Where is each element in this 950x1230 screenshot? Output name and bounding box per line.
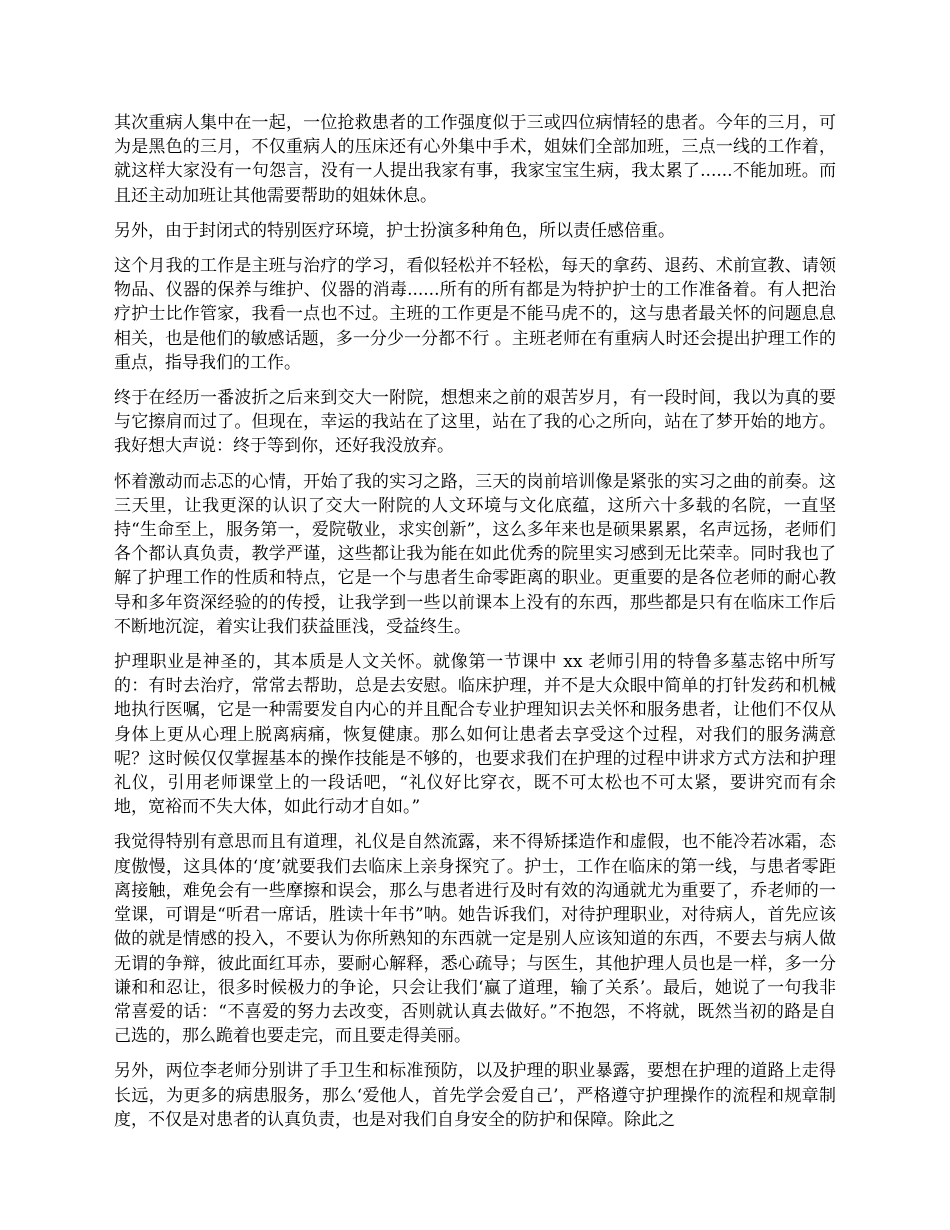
paragraph-2: 另外，由于封闭式的特别医疗环境，护士扮演多种角色，所以责任感倍重。 — [114, 220, 675, 241]
paragraph-1: 其次重病人集中在一起，一位抢救患者的工作强度似于三或四位病情轻的患者。今年的三月，可为是黑色的三月，不仅重病人的压床还有心外集中手术，姐妹们全部加班，三点一线的工作着，就这样大家没有一句怨言，没有一人提出我家有事，我家宝宝生病，我太累了......不能加班。而且还主动加班让其他需要帮助的姐妹休息。 — [114, 113, 836, 206]
paragraph-8: 另外，两位李老师分别讲了手卫生和标准预防，以及护理的职业暴露，要想在护理的道路上走得长远，为更多的病患服务，那么‘爱他人，首先学会爱自己’，严格遵守护理操作的流程和规章制度，不仅是对患者的认真负责，也是对我们自身安全的防护和保障。除此之 — [114, 1061, 836, 1130]
paragraph-6: 护理职业是神圣的，其本质是人文关怀。就像第一节课中 xx 老师引用的特鲁多墓志铭中所写的：有时去治疗，常常去帮助，总是去安慰。临床护理，并不是大众眼中简单的打针发药和机械地执行医嘱，它是一种需要发自内心的并且配合专业护理知识去关怀和服务患者，让他们不仅从身体上更从心理上脱离病痛，恢复健康。那么如何让患者去享受这个过程，对我们的服务满意呢？这时候仅仅掌握基本的操作技能是不够的，也要求我们在护理的过程中讲求方式方法和护理礼仪，引用老师课堂上的一段话吧，“礼仪好比穿衣，既不可太松也不可太紧，要讲究而有余地，宽裕而不失大体，如此行动才自如。” — [114, 652, 836, 818]
document-body — [114, 111, 836, 1143]
paragraph-7: 我觉得特别有意思而且有道理，礼仪是自然流露，来不得矫揉造作和虚假，也不能冷若冰霜，态度傲慢，这具体的‘度’就要我们去临床上亲身探究了。护士，工作在临床的第一线，与患者零距离接触，难免会有一些摩擦和误会，那么与患者进行及时有效的沟通就尤为重要了，乔老师的一堂课，可谓是“听君一席话，胜读十年书”呐。她告诉我们，对待护理职业，对待病人，首先应该做的就是情感的投入，不要认为你所熟知的东西就一定是别人应该知道的东西，不要去与病人做无谓的争辩，彼此面红耳赤，要耐心解释，悉心疏导；与医生，其他护理人员也是一样，多一分谦和和忍让，很多时候极力的争论，只会让我们‘赢了道理，输了关系’。最后，她说了一句我非常喜爱的话：“不喜爱的努力去改变，否则就认真去做好。”不抱怨，不将就，既然当初的路是自己选的，那么跪着也要走完，而且要走得美丽。 — [114, 832, 836, 1047]
paragraph-3: 这个月我的工作是主班与治疗的学习，看似轻松并不轻松，每天的拿药、退药、术前宣教、请领物品、仪器的保养与维护、仪器的消毒......所有的所有都是为特护护士的工作准备着。有人把治疗护士比作管家，我看一点也不过。主班的工作更是不能马虎不的，这与患者最关怀的问题息息相关，也是他们的敏感话题，多一分少一分都不行 。主班老师在有重病人时还会提出护理工作的重点，指导我们的工作。 — [114, 256, 836, 373]
paragraph-4: 终于在经历一番波折之后来到交大一附院，想想来之前的艰苦岁月，有一段时间，我以为真的要与它擦肩而过了。但现在，幸运的我站在了这里，站在了我的心之所向，站在了梦开始的地方。我好想大声说：终于等到你，还好我没放弃。 — [114, 388, 836, 457]
paragraph-5: 怀着激动而忐忑的心情，开始了我的实习之路，三天的岗前培训像是紧张的实习之曲的前奏。这三天里，让我更深的认识了交大一附院的人文环境与文化底蕴，这所六十多载的名院，一直坚持“生命至上，服务第一，爱院敬业，求实创新”，这么多年来也是硕果累累，名声远扬，老师们各个都认真负责，教学严谨，这些都让我为能在如此优秀的院里实习感到无比荣幸。同时我也了解了护理工作的性质和特点，它是一个与患者生命零距离的职业。更重要的是各位老师的耐心教导和多年资深经验的的传授，让我学到一些以前课本上没有的东西，那些都是只有在临床工作后不断地沉淀，着实让我们获益匪浅，受益终生。 — [114, 471, 836, 637]
